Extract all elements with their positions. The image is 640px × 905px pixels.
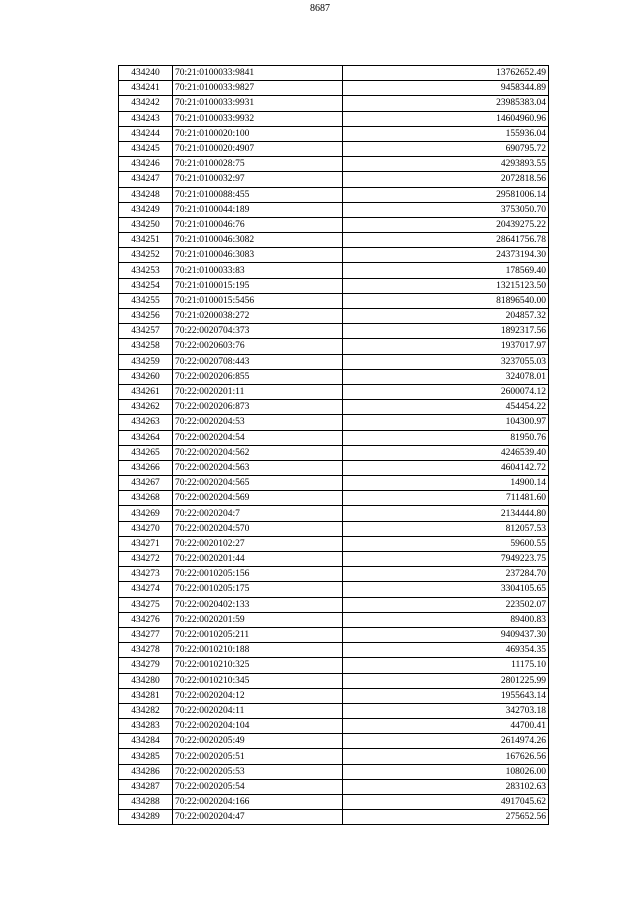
table-row (119, 96, 549, 111)
value-cell: 223502.07 (343, 597, 549, 612)
value-cell: 14604960.96 (343, 111, 549, 126)
value-cell: 81896540.00 (343, 293, 549, 308)
page-number: 8687 (310, 3, 330, 14)
value-cell: 4246539.40 (343, 445, 549, 460)
value-cell: 14900.14 (343, 476, 549, 491)
row-number-cell: 434254 (119, 278, 173, 293)
cadastral-number-cell: 70:21:0100020:4907 (173, 141, 343, 156)
table-row (119, 293, 549, 308)
value-cell: 104300.97 (343, 415, 549, 430)
table-row (119, 567, 549, 582)
row-number-cell: 434261 (119, 384, 173, 399)
row-number-cell: 434243 (119, 111, 173, 126)
cadastral-value-table (118, 65, 549, 825)
cadastral-number-cell: 70:22:0020102:27 (173, 536, 343, 551)
row-number-cell: 434249 (119, 202, 173, 217)
cadastral-number-cell: 70:22:0020206:855 (173, 369, 343, 384)
cadastral-number-cell: 70:22:0020204:104 (173, 719, 343, 734)
cadastral-number-cell: 70:21:0100046:3083 (173, 248, 343, 263)
table-row (119, 430, 549, 445)
row-number-cell: 434242 (119, 96, 173, 111)
row-number-cell: 434287 (119, 779, 173, 794)
table-row (119, 66, 549, 81)
cadastral-number-cell: 70:22:0010205:211 (173, 627, 343, 642)
value-cell: 1955643.14 (343, 688, 549, 703)
table-row (119, 400, 549, 415)
value-cell: 20439275.22 (343, 217, 549, 232)
table-row (119, 126, 549, 141)
cadastral-number-cell: 70:22:0020204:569 (173, 491, 343, 506)
cadastral-number-cell: 70:21:0100044:189 (173, 202, 343, 217)
cadastral-number-cell: 70:22:0020204:7 (173, 506, 343, 521)
cadastral-number-cell: 70:22:0020206:873 (173, 400, 343, 415)
row-number-cell: 434282 (119, 703, 173, 718)
value-cell: 469354.35 (343, 643, 549, 658)
table-row (119, 643, 549, 658)
value-cell: 2134444.80 (343, 506, 549, 521)
row-number-cell: 434267 (119, 476, 173, 491)
cadastral-number-cell: 70:22:0020205:54 (173, 779, 343, 794)
table-row (119, 582, 549, 597)
row-number-cell: 434284 (119, 734, 173, 749)
row-number-cell: 434272 (119, 552, 173, 567)
table-row (119, 734, 549, 749)
value-cell: 275652.56 (343, 810, 549, 825)
value-cell: 324078.01 (343, 369, 549, 384)
cadastral-number-cell: 70:21:0100033:9931 (173, 96, 343, 111)
row-number-cell: 434251 (119, 233, 173, 248)
row-number-cell: 434264 (119, 430, 173, 445)
cadastral-number-cell: 70:22:0020204:166 (173, 795, 343, 810)
table-row (119, 597, 549, 612)
table-row (119, 324, 549, 339)
table-row (119, 612, 549, 627)
table-row (119, 263, 549, 278)
value-cell: 167626.56 (343, 749, 549, 764)
table-row (119, 688, 549, 703)
cadastral-number-cell: 70:22:0010210:345 (173, 673, 343, 688)
row-number-cell: 434240 (119, 66, 173, 81)
row-number-cell: 434275 (119, 597, 173, 612)
row-number-cell: 434257 (119, 324, 173, 339)
cadastral-number-cell: 70:21:0100020:100 (173, 126, 343, 141)
cadastral-number-cell: 70:22:0020201:59 (173, 612, 343, 627)
value-cell: 204857.32 (343, 309, 549, 324)
value-cell: 29581006.14 (343, 187, 549, 202)
cadastral-number-cell: 70:21:0100032:97 (173, 172, 343, 187)
value-cell: 4604142.72 (343, 460, 549, 475)
row-number-cell: 434285 (119, 749, 173, 764)
cadastral-number-cell: 70:22:0020201:44 (173, 552, 343, 567)
cadastral-number-cell: 70:22:0020204:11 (173, 703, 343, 718)
value-cell: 23985383.04 (343, 96, 549, 111)
cadastral-number-cell: 70:22:0020204:54 (173, 430, 343, 445)
value-cell: 81950.76 (343, 430, 549, 445)
row-number-cell: 434245 (119, 141, 173, 156)
value-cell: 9458344.89 (343, 81, 549, 96)
cadastral-number-cell: 70:22:0020204:563 (173, 460, 343, 475)
cadastral-number-cell: 70:22:0020204:565 (173, 476, 343, 491)
table-row (119, 764, 549, 779)
row-number-cell: 434246 (119, 157, 173, 172)
cadastral-number-cell: 70:22:0020204:47 (173, 810, 343, 825)
table-row (119, 309, 549, 324)
table-row (119, 172, 549, 187)
value-cell: 4917045.62 (343, 795, 549, 810)
row-number-cell: 434270 (119, 521, 173, 536)
cadastral-number-cell: 70:22:0020603:76 (173, 339, 343, 354)
row-number-cell: 434269 (119, 506, 173, 521)
row-number-cell: 434250 (119, 217, 173, 232)
table-row (119, 552, 549, 567)
row-number-cell: 434259 (119, 354, 173, 369)
row-number-cell: 434281 (119, 688, 173, 703)
row-number-cell: 434266 (119, 460, 173, 475)
cadastral-number-cell: 70:21:0100033:9841 (173, 66, 343, 81)
table-row (119, 460, 549, 475)
cadastral-number-cell: 70:22:0020204:53 (173, 415, 343, 430)
table-row (119, 658, 549, 673)
cadastral-number-cell: 70:22:0020205:51 (173, 749, 343, 764)
table-row (119, 415, 549, 430)
table-row (119, 384, 549, 399)
value-cell: 1937017.97 (343, 339, 549, 354)
row-number-cell: 434265 (119, 445, 173, 460)
table-row (119, 445, 549, 460)
value-cell: 13762652.49 (343, 66, 549, 81)
value-cell: 13215123.50 (343, 278, 549, 293)
table-row (119, 491, 549, 506)
value-cell: 28641756.78 (343, 233, 549, 248)
cadastral-number-cell: 70:22:0020201:11 (173, 384, 343, 399)
value-cell: 24373194.30 (343, 248, 549, 263)
table-row (119, 157, 549, 172)
cadastral-number-cell: 70:22:0020704:373 (173, 324, 343, 339)
value-cell: 2600074.12 (343, 384, 549, 399)
row-number-cell: 434277 (119, 627, 173, 642)
table-row (119, 187, 549, 202)
row-number-cell: 434262 (119, 400, 173, 415)
value-cell: 2072818.56 (343, 172, 549, 187)
table-row (119, 719, 549, 734)
value-cell: 11175.10 (343, 658, 549, 673)
row-number-cell: 434256 (119, 309, 173, 324)
cadastral-number-cell: 70:22:0020205:53 (173, 764, 343, 779)
cadastral-number-cell: 70:22:0010205:156 (173, 567, 343, 582)
row-number-cell: 434276 (119, 612, 173, 627)
cadastral-number-cell: 70:22:0010205:175 (173, 582, 343, 597)
row-number-cell: 434286 (119, 764, 173, 779)
row-number-cell: 434241 (119, 81, 173, 96)
cadastral-number-cell: 70:22:0020708:443 (173, 354, 343, 369)
cadastral-number-cell: 70:22:0010210:188 (173, 643, 343, 658)
row-number-cell: 434263 (119, 415, 173, 430)
value-cell: 44700.41 (343, 719, 549, 734)
table-row (119, 779, 549, 794)
row-number-cell: 434244 (119, 126, 173, 141)
row-number-cell: 434289 (119, 810, 173, 825)
cadastral-number-cell: 70:21:0100046:3082 (173, 233, 343, 248)
cadastral-number-cell: 70:21:0100015:195 (173, 278, 343, 293)
value-cell: 108026.00 (343, 764, 549, 779)
value-cell: 1892317.56 (343, 324, 549, 339)
value-cell: 155936.04 (343, 126, 549, 141)
row-number-cell: 434252 (119, 248, 173, 263)
row-number-cell: 434274 (119, 582, 173, 597)
value-cell: 237284.70 (343, 567, 549, 582)
value-cell: 9409437.30 (343, 627, 549, 642)
table-row (119, 703, 549, 718)
value-cell: 454454.22 (343, 400, 549, 415)
table-row (119, 536, 549, 551)
table-row (119, 217, 549, 232)
table-row (119, 233, 549, 248)
table-row (119, 369, 549, 384)
table-row (119, 627, 549, 642)
row-number-cell: 434247 (119, 172, 173, 187)
cadastral-number-cell: 70:21:0100033:9827 (173, 81, 343, 96)
table-row (119, 810, 549, 825)
cadastral-number-cell: 70:21:0100033:9932 (173, 111, 343, 126)
table-row (119, 749, 549, 764)
value-cell: 2614974.26 (343, 734, 549, 749)
table-row (119, 248, 549, 263)
value-cell: 59600.55 (343, 536, 549, 551)
row-number-cell: 434258 (119, 339, 173, 354)
cadastral-number-cell: 70:21:0200038:272 (173, 309, 343, 324)
cadastral-number-cell: 70:22:0020204:562 (173, 445, 343, 460)
table-row (119, 521, 549, 536)
table-row (119, 81, 549, 96)
cadastral-number-cell: 70:22:0020205:49 (173, 734, 343, 749)
table-row (119, 354, 549, 369)
row-number-cell: 434255 (119, 293, 173, 308)
row-number-cell: 434279 (119, 658, 173, 673)
table-row (119, 506, 549, 521)
cadastral-number-cell: 70:21:0100015:5456 (173, 293, 343, 308)
value-cell: 7949223.75 (343, 552, 549, 567)
value-cell: 711481.60 (343, 491, 549, 506)
cadastral-number-cell: 70:21:0100028:75 (173, 157, 343, 172)
row-number-cell: 434283 (119, 719, 173, 734)
cadastral-number-cell: 70:21:0100033:83 (173, 263, 343, 278)
row-number-cell: 434280 (119, 673, 173, 688)
row-number-cell: 434260 (119, 369, 173, 384)
table-row (119, 202, 549, 217)
cadastral-number-cell: 70:22:0020402:133 (173, 597, 343, 612)
row-number-cell: 434253 (119, 263, 173, 278)
cadastral-number-cell: 70:22:0010210:325 (173, 658, 343, 673)
value-cell: 4293893.55 (343, 157, 549, 172)
value-cell: 178569.40 (343, 263, 549, 278)
row-number-cell: 434288 (119, 795, 173, 810)
value-cell: 342703.18 (343, 703, 549, 718)
row-number-cell: 434248 (119, 187, 173, 202)
table-row (119, 141, 549, 156)
value-cell: 2801225.99 (343, 673, 549, 688)
row-number-cell: 434268 (119, 491, 173, 506)
cadastral-number-cell: 70:22:0020204:570 (173, 521, 343, 536)
row-number-cell: 434271 (119, 536, 173, 551)
table-body (119, 66, 549, 825)
cadastral-number-cell: 70:21:0100088:455 (173, 187, 343, 202)
value-cell: 89400.83 (343, 612, 549, 627)
row-number-cell: 434278 (119, 643, 173, 658)
row-number-cell: 434273 (119, 567, 173, 582)
table-row (119, 278, 549, 293)
table-row (119, 795, 549, 810)
cadastral-number-cell: 70:22:0020204:12 (173, 688, 343, 703)
cadastral-number-cell: 70:21:0100046:76 (173, 217, 343, 232)
table-row (119, 339, 549, 354)
value-cell: 3304105.65 (343, 582, 549, 597)
table-row (119, 673, 549, 688)
value-cell: 283102.63 (343, 779, 549, 794)
value-cell: 812057.53 (343, 521, 549, 536)
value-cell: 690795.72 (343, 141, 549, 156)
table-row (119, 111, 549, 126)
value-cell: 3237055.03 (343, 354, 549, 369)
value-cell: 3753050.70 (343, 202, 549, 217)
table-row (119, 476, 549, 491)
